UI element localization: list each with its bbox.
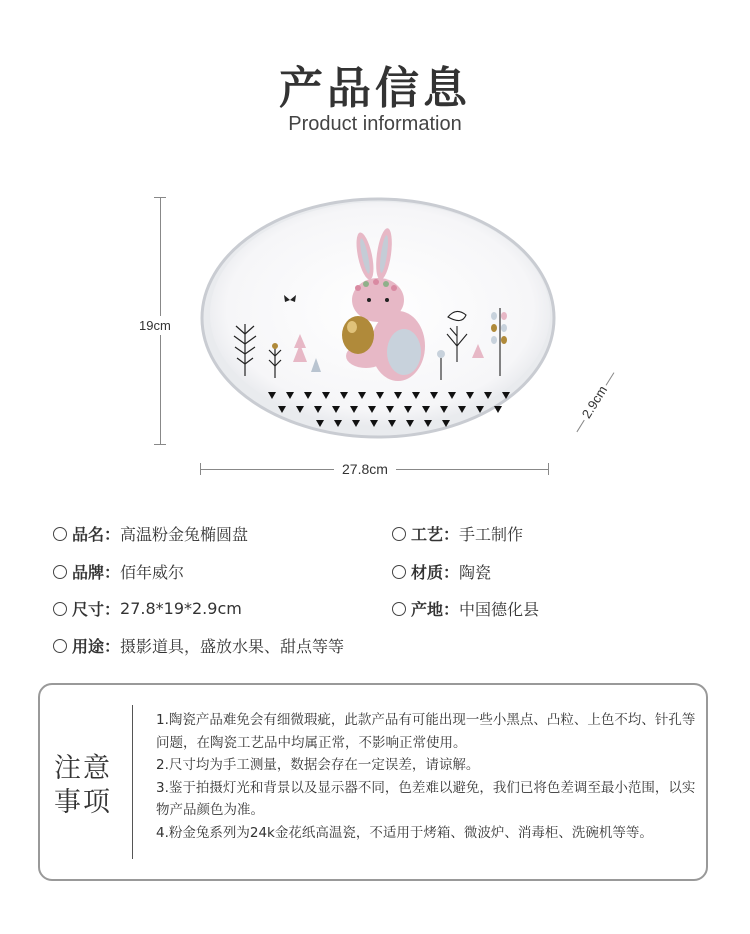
page-title: 产品信息 <box>279 63 471 114</box>
spec-size: 尺寸： 27.8*19*2.9cm <box>53 597 242 620</box>
notice-title: 注意事项 <box>54 753 112 818</box>
notice-body <box>156 709 696 844</box>
width-dimension-cap-right <box>548 463 549 475</box>
height-dimension-cap-top <box>154 197 166 198</box>
bullet-circle-icon <box>53 565 67 579</box>
height-dimension-cap-bottom <box>154 444 166 445</box>
bullet-circle-icon <box>53 602 67 616</box>
spec-material: 材质： 陶瓷 <box>392 560 491 583</box>
plate-illustration <box>198 196 562 440</box>
plant-bulb <box>437 350 445 358</box>
bullet-circle-icon <box>53 527 67 541</box>
notice-item: 4.粉金兔系列为24k金花纸高温瓷，不适用于烤箱、微波炉、消毒柜、洗碗机等等。 <box>156 824 653 841</box>
spec-origin: 产地： 中国德化县 <box>392 597 539 620</box>
notice-item: 1.陶瓷产品难免会有细微瑕疵，此款产品有可能出现一些小黑点、凸粒、上色不均、针孔等问题，在陶瓷工艺品中均属正常，不影响正常使用。 <box>156 712 696 751</box>
bullet-circle-icon <box>392 602 406 616</box>
depth-label: 2.9cm <box>577 380 612 423</box>
width-dimension-cap-left <box>200 463 201 475</box>
spec-name: 品名： 高温粉金兔椭圆盘 <box>53 522 248 545</box>
bullet-circle-icon <box>53 639 67 653</box>
notice-divider <box>132 705 133 859</box>
spec-usage: 用途： 摄影道具，盛放水果、甜点等等 <box>53 634 344 657</box>
page-subtitle: Product information <box>288 113 462 135</box>
gold-egg <box>342 316 374 354</box>
notice-item: 2.尺寸均为手工测量，数据会存在一定误差，请谅解。 <box>156 757 480 773</box>
depth-dimension <box>568 367 622 437</box>
bullet-circle-icon <box>392 565 406 579</box>
bullet-circle-icon <box>392 527 406 541</box>
spec-craft: 工艺： 手工制作 <box>392 522 523 545</box>
plant-dot <box>272 343 278 349</box>
height-label: 19cm <box>139 318 171 333</box>
width-label: 27.8cm <box>334 461 396 477</box>
notice-item: 3.鉴于拍摄灯光和背景以及显示器不同，色差难以避免，我们已将色差调至最小范围，以实物产品颜色为准。 <box>156 779 696 818</box>
spec-brand: 品牌： 佰年威尔 <box>53 560 184 583</box>
